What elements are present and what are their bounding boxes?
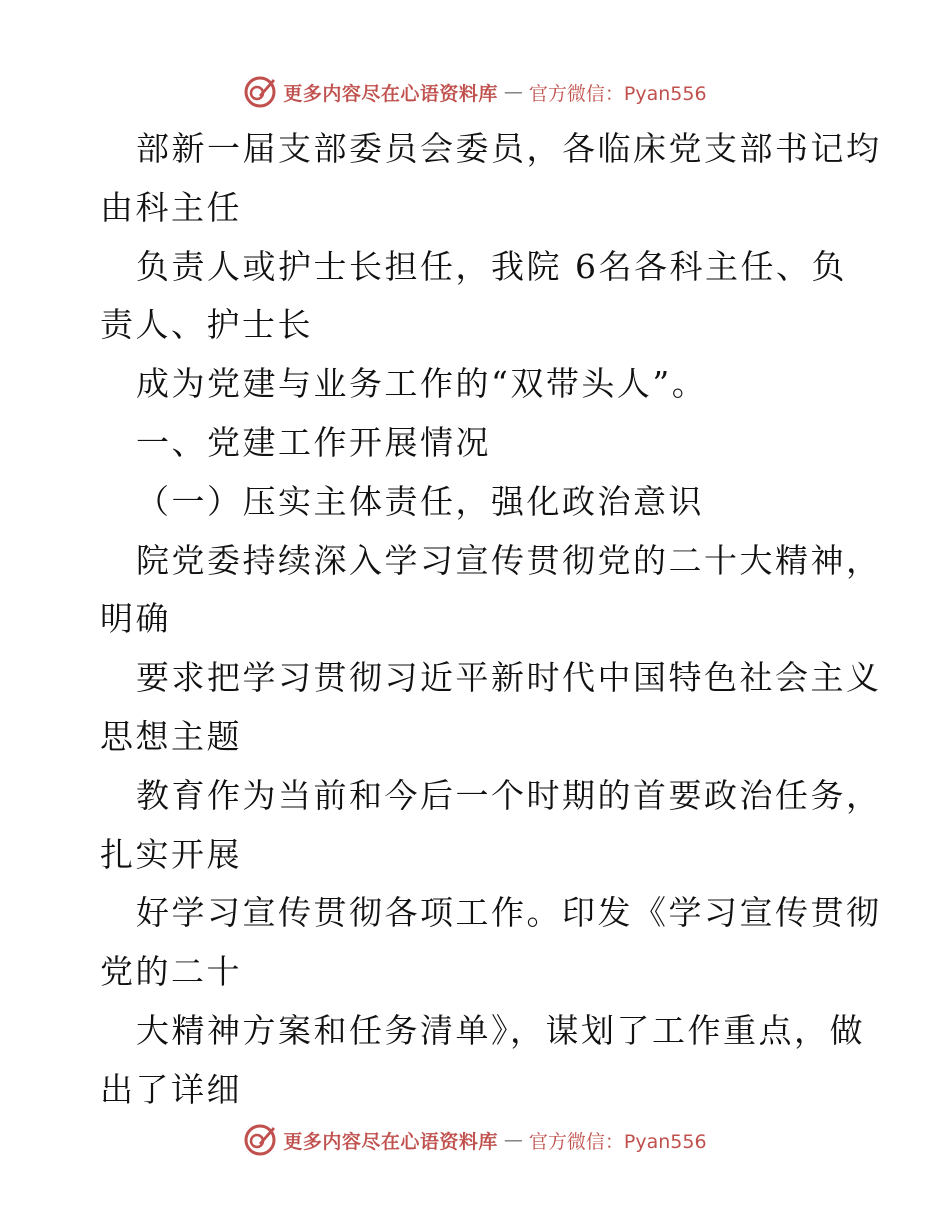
text-line-8: 院党委持续深入学习宣传贯彻党的二十大精神， bbox=[136, 540, 882, 580]
footer-banner-text: 更多内容尽在心语资料库 bbox=[283, 1130, 498, 1153]
text-line-11: 思想主题 bbox=[100, 716, 242, 756]
text-line-14: 好学习宣传贯彻各项工作。印发《学习宣传贯彻 bbox=[136, 893, 882, 933]
text-line-5: 成为党建与业务工作的“双带头人”。 bbox=[136, 364, 708, 404]
text-line-10: 要求把学习贯彻习近平新时代中国特色社会主义 bbox=[136, 658, 882, 698]
text-line-2: 由科主任 bbox=[100, 187, 242, 227]
text-line-12: 教育作为当前和今后一个时期的首要政治任务， bbox=[136, 775, 882, 815]
section-heading: 一、党建工作开展情况 bbox=[136, 422, 491, 462]
text-line-1: 部新一届支部委员会委员，各临床党支部书记均 bbox=[136, 129, 882, 168]
subsection-heading: （一）压实主体责任，强化政治意识 bbox=[136, 481, 704, 521]
header-banner-contact: 官方微信：Pyan556 bbox=[528, 82, 707, 105]
header-banner-text: 更多内容尽在心语资料库 bbox=[283, 82, 498, 105]
text-line-16: 大精神方案和任务清单》，谋划了工作重点，做 bbox=[136, 1010, 865, 1050]
logo-icon bbox=[243, 75, 277, 109]
footer-banner-dash: — bbox=[503, 1129, 523, 1151]
document-body bbox=[100, 120, 882, 1120]
header-banner-dash: — bbox=[503, 81, 523, 103]
text-line-3: 负责人或护士长担任，我院 6名各科主任、负 bbox=[136, 246, 847, 286]
text-line-4: 责人、护士长 bbox=[100, 305, 313, 345]
header-banner bbox=[0, 72, 950, 112]
footer-banner-contact: 官方微信：Pyan556 bbox=[528, 1130, 707, 1153]
text-line-17: 出了详细 bbox=[100, 1069, 242, 1109]
text-line-9: 明确 bbox=[100, 599, 171, 639]
footer-banner bbox=[0, 1120, 950, 1160]
text-line-13: 扎实开展 bbox=[100, 834, 242, 874]
logo-icon bbox=[243, 1123, 277, 1157]
text-line-15: 党的二十 bbox=[100, 952, 242, 992]
